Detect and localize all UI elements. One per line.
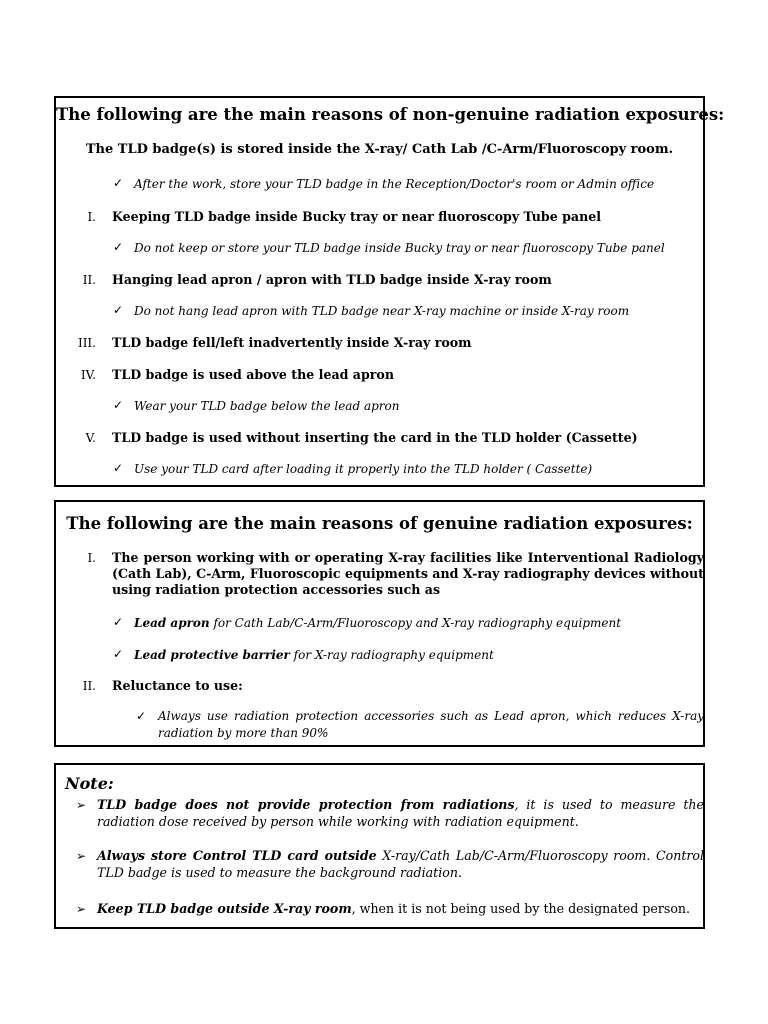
item-number: II.	[82, 679, 96, 693]
item-text: Reluctance to use:	[112, 678, 243, 693]
note-rest: , when it is not being used by the designated person.	[351, 901, 691, 916]
check-icon: ✓	[113, 398, 124, 412]
genuine-exposures-box	[54, 500, 705, 747]
arrow-bullet-icon: ➢	[76, 849, 87, 863]
tip-text: Use your TLD card after loading it properly into the TLD holder ( Cassette)	[134, 462, 593, 476]
tip-text: Always use radiation protection accessories such as Lead apron, which reduces X-ray radiation by more than 90%	[158, 709, 704, 740]
item-text: Hanging lead apron / apron with TLD badge inside X-ray room	[112, 272, 552, 287]
check-icon: ✓	[136, 709, 147, 723]
item-text: TLD badge is used above the lead apron	[112, 367, 394, 382]
check-icon: ✓	[113, 461, 124, 475]
tip-bold: Lead apron	[134, 616, 210, 630]
note-box	[54, 763, 705, 929]
item-number: V.	[85, 431, 96, 445]
non-genuine-title: The following are the main reasons of non-genuine radiation exposures:	[56, 105, 725, 124]
genuine-title: The following are the main reasons of genuine radiation exposures:	[66, 514, 693, 533]
arrow-bullet-icon: ➢	[76, 798, 87, 812]
tip-text	[134, 616, 621, 630]
non-genuine-subtitle: The TLD badge(s) is stored inside the X-ray/ Cath Lab /C-Arm/Fluoroscopy room.	[85, 142, 674, 157]
non-genuine-exposures-box	[54, 96, 725, 487]
note-item	[97, 796, 704, 830]
tip-bold: Lead protective barrier	[134, 648, 290, 662]
tip-text: Do not keep or store your TLD badge inside Bucky tray or near fluoroscopy Tube panel	[134, 241, 665, 255]
arrow-bullet-icon: ➢	[76, 902, 87, 916]
tip-rest: for X-ray radiography equipment	[289, 648, 494, 662]
item-number: IV.	[80, 368, 96, 382]
item-text: TLD badge fell/left inadvertently inside X-ray room	[112, 335, 472, 350]
check-icon: ✓	[113, 176, 124, 190]
check-icon: ✓	[113, 615, 124, 629]
tip-rest: for Cath Lab/C-Arm/Fluoroscopy and X-ray radiography equipment	[209, 616, 622, 630]
tip-text: Wear your TLD badge below the lead apron	[134, 399, 400, 413]
note-bold: Keep TLD badge outside X-ray room	[97, 901, 352, 916]
note-item	[97, 900, 690, 917]
item-text: TLD badge is used without inserting the card in the TLD holder (Cassette)	[112, 430, 638, 445]
note-bold: TLD badge does not provide protection from radiations	[97, 797, 515, 812]
item-text: Keeping TLD badge inside Bucky tray or near fluoroscopy Tube panel	[112, 209, 602, 224]
check-icon: ✓	[113, 240, 124, 254]
note-rest: , it is used to measure the radiation dose received by person while working with radiation equipment.	[97, 797, 704, 829]
note-item	[97, 847, 704, 881]
item-number: I.	[87, 210, 96, 224]
tip-text	[134, 648, 494, 662]
check-icon: ✓	[113, 303, 124, 317]
note-title: Note:	[65, 774, 114, 793]
item-text: The person working with or operating X-ray facilities like Interventional Radiology (Cath Lab), C-Arm, Fluoroscopic equipments and X-ray radiography devices without using radiation protection accessories such as	[112, 550, 704, 597]
item-number: III.	[77, 336, 96, 350]
tip-text: Do not hang lead apron with TLD badge near X-ray machine or inside X-ray room	[134, 304, 630, 318]
item-number: II.	[82, 273, 96, 287]
note-bold: Always store Control TLD card outside	[97, 848, 377, 863]
note-rest: X-ray/Cath Lab/C-Arm/Fluoroscopy room. Control TLD badge is used to measure the background radiation.	[97, 848, 705, 880]
check-icon: ✓	[113, 647, 124, 661]
tip-text: After the work, store your TLD badge in the Reception/Doctor's room or Admin office	[134, 177, 655, 191]
item-number: I.	[87, 551, 96, 565]
